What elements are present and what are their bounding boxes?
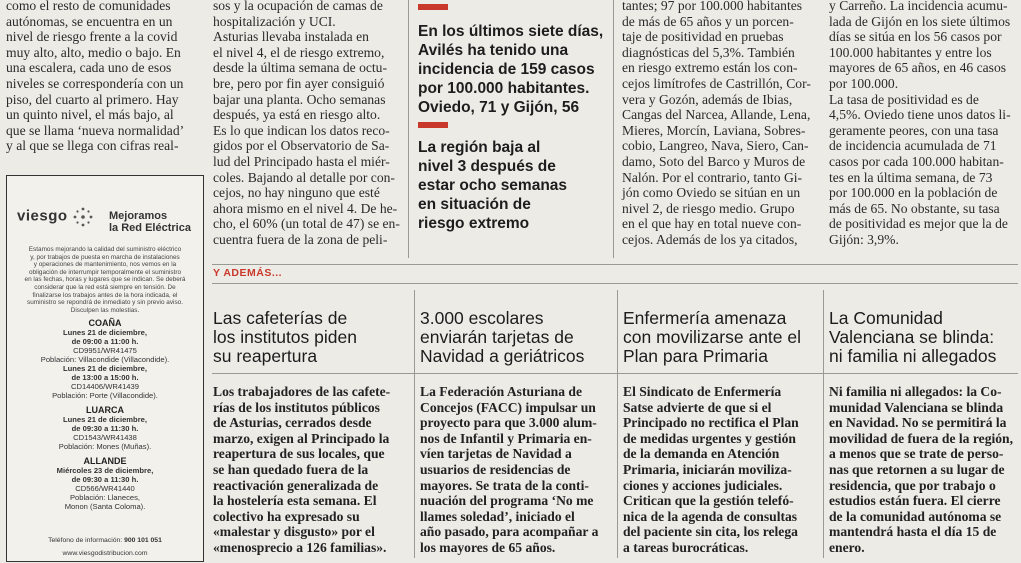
top-column-1: como el resto de comunidades autónomas, se encuentra en un nivel de riesgo frente a la covid muy alto, alto, medio o bajo. En una escalera, cada uno de esos niveles se correspondería con un piso, del cuarto al primero. Hay un quinto nivel, el más bajo, al que se llama ‘nueva normalidad’ y al que se llega con cifras real- xyxy=(6,0,185,154)
ad-phone xyxy=(11,536,199,545)
viesgo-logo xyxy=(17,206,94,228)
entry-date: Lunes 21 de diciembre, xyxy=(63,415,147,424)
article-lead: Los trabajadores de las cafete- rías de los institutos públicos de Asturias, cerrados desde marzo, exigen al Principado la reapertura de sus locales, que se han quedado fuera de la reactivación generalizada de la hostelería esta semana. El colectivo ha expresado su «malestar y disgusto» por el «menosprecio a 126 familias». xyxy=(213,384,391,555)
ad-website: www.viesgodistribucion.com xyxy=(62,550,148,557)
column-rule xyxy=(823,290,824,558)
ad-intro: Estamos mejorando la calidad del suministro eléctrico y, por trabajos de puesta en marcha de instalaciones y operaciones de mantenimiento, nos vemos en la obligación de interrumpir temporalmente el suministro en las fechas, horas y lugares que se indican. Se deberá considerar que la red está siempre en tensión. De finalizarse los trabajos antes de la hora indicada, el suministro se repondrá de inmediato y sin previo aviso. Disculpen las molestias. xyxy=(24,246,186,314)
article-headline: Enfermería amenaza con movilizarse ante el Plan para Primaria xyxy=(623,308,801,366)
entry-code: CD9951/WR41475 xyxy=(73,346,137,355)
column-rule xyxy=(617,290,618,558)
section-rule xyxy=(212,283,1018,284)
section-label: Y ADEMÁS... xyxy=(213,267,283,279)
entry-date: Miércoles 23 de diciembre, xyxy=(56,466,154,475)
article-lead: El Sindicato de Enfermería Satse advierte de que si el Principado no rectifica el Plan de medidas urgentes y gestión de la demanda en Atención Primaria, iniciarán moviliza- ciones y acciones judiciales. Critican que la gestión telefó- nica de la agenda de consultas del paciente sin cita, los relega a tareas burocráticas. xyxy=(623,384,799,555)
outage-entry xyxy=(11,364,199,400)
top-column-4: tantes; 97 por 100.000 habitantes de más de 65 años y un porcen- taje de positividad en pruebas diagnósticas del 5,3%. También en riesgo extremo están los con- cejos limítrofes de Castrillón, Cor- vera y Gozón, además de Ibias, Cangas del Narcea, Allande, Lena, Mieres, Morcín, Laviana, Sobres- cobio, Langreo, Nava, Siero, Can- damo, Soto del Barco y Muros de Nalón. Por el contrario, tanto Gi- jón como Oviedo se sitúan en un nivel 2, de riesgo medio. Grupo en el que hay en total nueve con- cejos. Además de los ya citados, xyxy=(622,0,811,247)
article-lead: Ni familia ni allegados: la Co- munidad Valenciana se blinda en Navidad. No se permitirá la movilidad de fuera de la región, a menos que se trate de perso- nas que retornen a su lugar de residencia, que por trabajo o estudios están fuera. El cierre de la comunidad autónoma se mantendrá hasta el día 15 de enero. xyxy=(829,384,1014,555)
ad-locations xyxy=(11,318,199,511)
column-rule xyxy=(414,290,415,558)
entry-time: de 09:30 a 11:30 h. xyxy=(71,424,139,433)
entry-time: de 09:00 a 11:00 h. xyxy=(71,337,139,346)
brand-name: viesgo xyxy=(17,207,68,225)
location-name: ALLANDE xyxy=(83,456,127,466)
entry-population: Población: Porte (Villacondide). xyxy=(52,391,158,400)
location-name: COAÑA xyxy=(88,318,122,328)
pullquote-1-marker xyxy=(418,4,448,10)
pullquote-1: En los últimos siete días, Avilés ha tenido una incidencia de 159 casos por 100.000 habitantes. Oviedo, 71 y Gijón, 56 xyxy=(418,23,604,116)
phone-label: Teléfono de información: xyxy=(48,537,123,544)
entry-date: Lunes 21 de diciembre, xyxy=(63,364,147,373)
entry-code: CD14406/WR41439 xyxy=(71,382,139,391)
entry-population: Población: Villacondide (Villacondide). xyxy=(40,355,170,364)
sparkle-icon xyxy=(72,206,94,228)
entry-code: CD566/WR41440 xyxy=(75,484,135,493)
top-column-2: sos y la ocupación de camas de hospitalización y UCI. Asturias llevaba instalada en el nivel 4, el de riesgo extremo, desde la última semana de octu- bre, pero por fin ayer consiguió bajar una planta. Ocho semanas después, ya está en riesgo alto. Es lo que indican los datos reco- gidos por el Observatorio de Sa- lud del Principado hasta el miér- coles. Bajando al detalle por con- cejos, no hay ninguno que esté ahora mismo en el nivel 4. De he- cho, el 60% (un total de 47) se en- cuentra fuera de la zona de peli- xyxy=(213,0,400,247)
article-headline: La Comunidad Valenciana se blinda: ni familia ni allegados xyxy=(829,308,997,366)
top-column-5: y Carreño. La incidencia acumu- lada de Gijón en los siete últimos días se sitúa en los 56 casos por 100.000 habitantes y entre los mayores de 65 años, en 46 casos por 100.000. La tasa de positividad es de 4,5%. Oviedo tiene unos datos li- geramente peores, con una tasa de incidencia acumulada de 71 casos por cada 100.000 habitan- tes en la última semana, de 73 por 100.000 en la población de más de 65. No obstante, su tasa de positividad es mejor que la de Gijón: 3,9%. xyxy=(829,0,1011,247)
viesgo-advertisement xyxy=(6,175,204,562)
entry-population: Población: Llaneces, Monon (Santa Coloma). xyxy=(64,493,146,511)
pullquote-2-marker xyxy=(418,122,448,128)
outage-entry xyxy=(11,415,199,451)
article-headline: 3.000 escolares enviarán tarjetas de Navidad a geriátricos xyxy=(420,308,585,366)
column-rule xyxy=(613,0,614,258)
article-headline: Las cafeterías de los institutos piden su reapertura xyxy=(213,308,357,366)
phone-number: 900 101 051 xyxy=(124,537,162,544)
article-rule xyxy=(212,373,1018,374)
entry-date: Lunes 21 de diciembre, xyxy=(63,328,147,337)
column-rule xyxy=(408,0,409,258)
entry-population: Población: Mones (Muñas). xyxy=(58,442,152,451)
section-rule xyxy=(212,264,1018,265)
outage-entry xyxy=(11,328,199,364)
entry-time: de 09:30 a 11:30 h. xyxy=(71,475,139,484)
outage-entry xyxy=(11,466,199,511)
entry-time: de 13:00 a 15:00 h. xyxy=(71,373,139,382)
entry-code: CD1543/WR41438 xyxy=(73,433,137,442)
ad-tagline: Mejoramos la Red Eléctrica xyxy=(109,210,191,234)
location-name: LUARCA xyxy=(86,405,124,415)
article-lead: La Federación Asturiana de Concejos (FACC) impulsar un proyecto para que 3.000 alum- nos de Infantil y Primaria en- víen tarjetas de Navidad a usuarios de residencias de mayores. Se trata de la conti- nuación del programa ‘No me llames soledad’, iniciado el año pasado, para acompañar a los mayores de 65 años. xyxy=(420,384,599,555)
pullquote-2: La región baja al nivel 3 después de estar ocho semanas en situación de riesgo extremo xyxy=(418,139,568,232)
